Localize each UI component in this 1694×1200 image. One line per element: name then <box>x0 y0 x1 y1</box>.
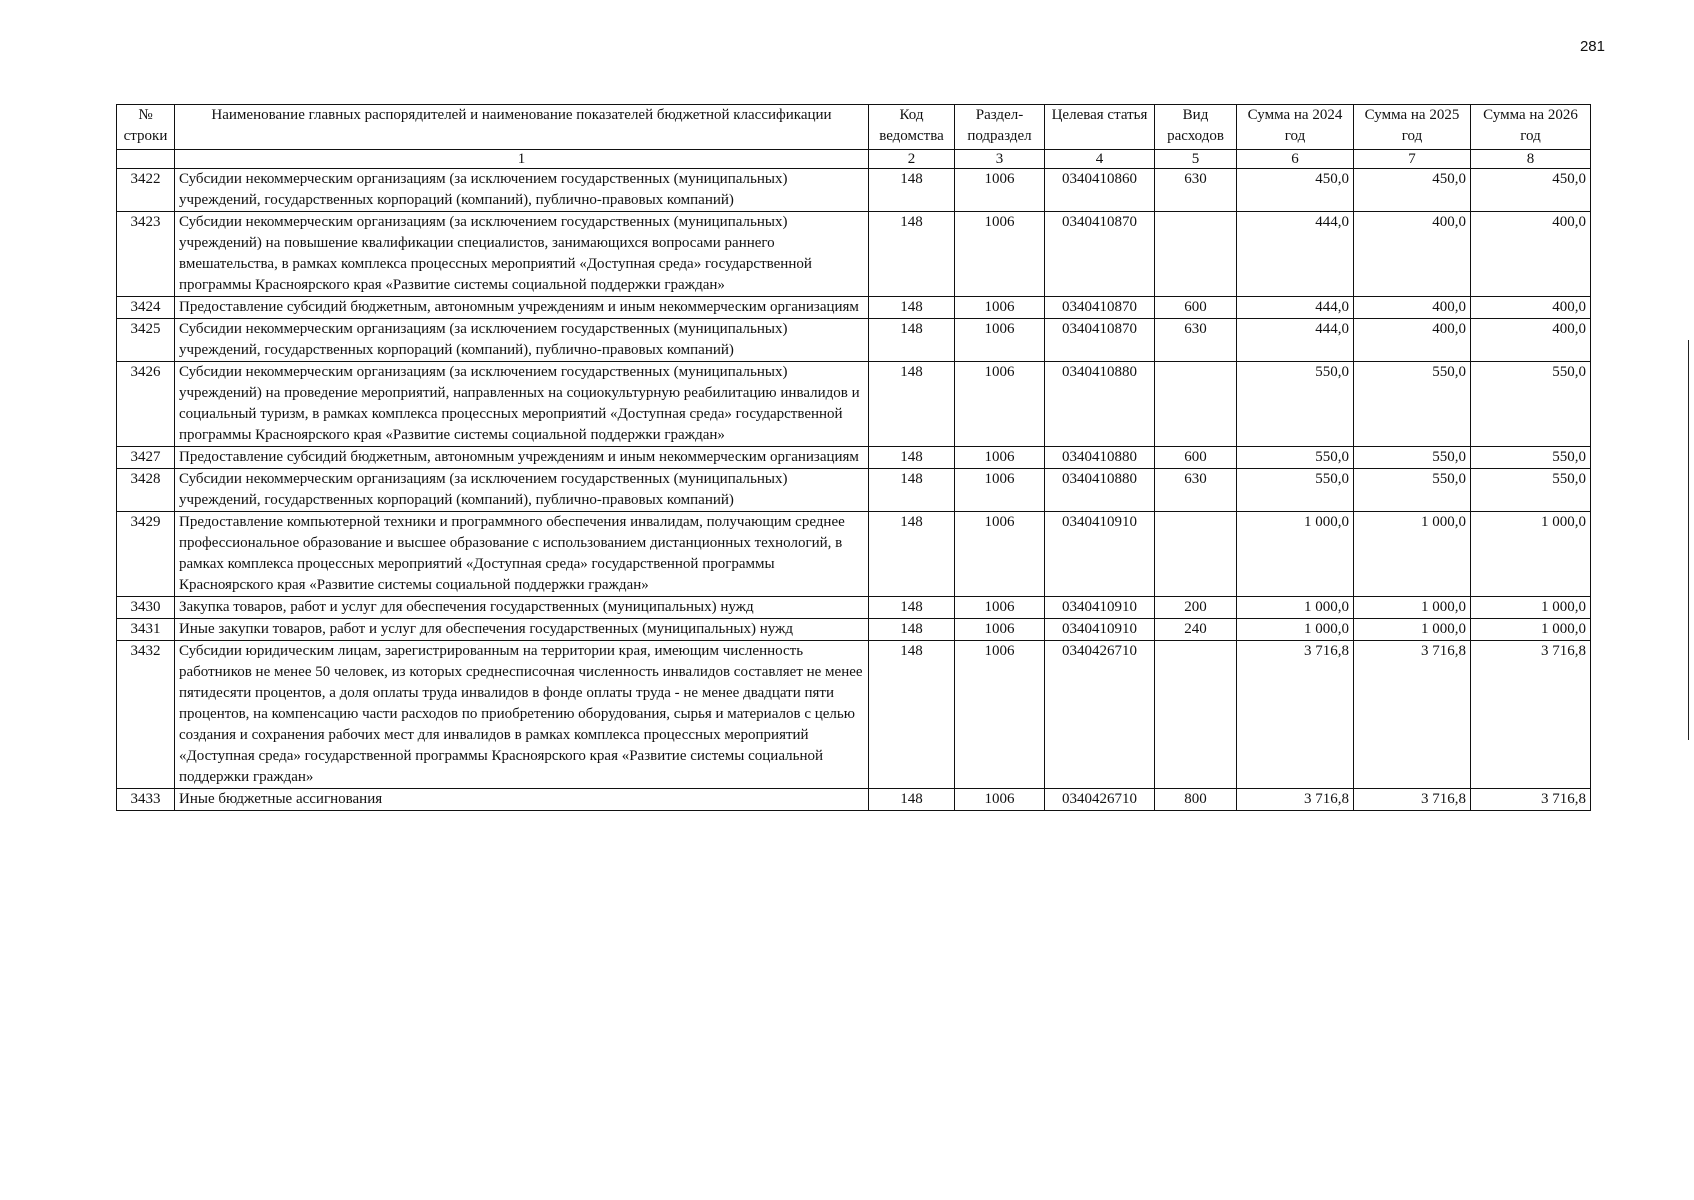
row-name-cell: Закупка товаров, работ и услуг для обеспечения государственных (муниципальных) нужд <box>175 597 869 619</box>
department-code-cell: 148 <box>869 512 955 597</box>
expense-type-cell <box>1155 362 1237 447</box>
section-cell: 1006 <box>955 641 1045 789</box>
page-number: 281 <box>1579 38 1605 55</box>
expense-type-cell: 600 <box>1155 447 1237 469</box>
sum-2025-cell: 1 000,0 <box>1354 619 1471 641</box>
row-name-cell: Предоставление компьютерной техники и программного обеспечения инвалидам, получающим среднее профессиональное образование и высшее образование с использованием дистанционных технологий, в рамках комплекса процессных мероприятий «Доступная среда» государственной программы Красноярского края «Развитие системы социальной поддержки граждан» <box>175 512 869 597</box>
table-row <box>117 789 1591 811</box>
column-number: 5 <box>1155 150 1237 169</box>
sum-2026-cell: 400,0 <box>1471 212 1591 297</box>
target-article-cell: 0340410910 <box>1045 619 1155 641</box>
sum-2024-cell: 444,0 <box>1237 212 1354 297</box>
department-code-cell: 148 <box>869 319 955 362</box>
department-code-cell: 148 <box>869 212 955 297</box>
target-article-cell: 0340426710 <box>1045 789 1155 811</box>
column-number: 7 <box>1354 150 1471 169</box>
header-sum-2025: Сумма на 2025 год <box>1354 105 1471 150</box>
department-code-cell: 148 <box>869 169 955 212</box>
target-article-cell: 0340410880 <box>1045 469 1155 512</box>
table-row <box>117 597 1591 619</box>
sum-2026-cell: 3 716,8 <box>1471 789 1591 811</box>
row-name-cell: Иные закупки товаров, работ и услуг для обеспечения государственных (муниципальных) нужд <box>175 619 869 641</box>
row-number-cell: 3429 <box>117 512 175 597</box>
sum-2026-cell: 550,0 <box>1471 469 1591 512</box>
row-name-cell: Субсидии некоммерческим организациям (за исключением государственных (муниципальных) учреждений, государственных корпораций (компаний), публично-правовых компаний) <box>175 319 869 362</box>
sum-2024-cell: 3 716,8 <box>1237 789 1354 811</box>
row-number-cell: 3424 <box>117 297 175 319</box>
sum-2024-cell: 450,0 <box>1237 169 1354 212</box>
expense-type-cell: 630 <box>1155 169 1237 212</box>
sum-2026-cell: 1 000,0 <box>1471 619 1591 641</box>
row-number-cell: 3427 <box>117 447 175 469</box>
sum-2026-cell: 550,0 <box>1471 362 1591 447</box>
department-code-cell: 148 <box>869 641 955 789</box>
column-number: 3 <box>955 150 1045 169</box>
table-row <box>117 297 1591 319</box>
sum-2024-cell: 1 000,0 <box>1237 512 1354 597</box>
row-name-cell: Субсидии некоммерческим организациям (за исключением государственных (муниципальных) учреждений, государственных корпораций (компаний), публично-правовых компаний) <box>175 169 869 212</box>
department-code-cell: 148 <box>869 297 955 319</box>
sum-2025-cell: 1 000,0 <box>1354 512 1471 597</box>
sum-2024-cell: 444,0 <box>1237 297 1354 319</box>
sum-2025-cell: 1 000,0 <box>1354 597 1471 619</box>
row-number-cell: 3432 <box>117 641 175 789</box>
header-name: Наименование главных распорядителей и наименование показателей бюджетной классификации <box>175 105 869 150</box>
header-department-code: Код ведомства <box>869 105 955 150</box>
sum-2026-cell: 3 716,8 <box>1471 641 1591 789</box>
table-row <box>117 362 1591 447</box>
department-code-cell: 148 <box>869 362 955 447</box>
sum-2026-cell: 1 000,0 <box>1471 512 1591 597</box>
header-row-number: № строки <box>117 105 175 150</box>
column-number: 1 <box>175 150 869 169</box>
column-number: 8 <box>1471 150 1591 169</box>
header-target-article: Целевая статья <box>1045 105 1155 150</box>
target-article-cell: 0340410860 <box>1045 169 1155 212</box>
budget-table <box>116 104 1591 811</box>
header-section: Раздел-подраздел <box>955 105 1045 150</box>
department-code-cell: 148 <box>869 597 955 619</box>
row-number-cell: 3431 <box>117 619 175 641</box>
table-row <box>117 512 1591 597</box>
scan-margin-line <box>1688 340 1689 740</box>
section-cell: 1006 <box>955 512 1045 597</box>
row-name-cell: Субсидии юридическим лицам, зарегистрированным на территории края, имеющим численность работников не менее 50 человек, из которых среднесписочная численность инвалидов составляет не менее пятидесяти процентов, а доля оплаты труда инвалидов в фонде оплаты труда - не менее двадцати пяти процентов, на компенсацию части расходов по приобретению оборудования, сырья и материалов с целью создания и сохранения рабочих мест для инвалидов в рамках комплекса процессных мероприятий «Доступная среда» государственной программы Красноярского края «Развитие системы социальной поддержки граждан» <box>175 641 869 789</box>
row-number-cell: 3426 <box>117 362 175 447</box>
sum-2024-cell: 550,0 <box>1237 447 1354 469</box>
target-article-cell: 0340410910 <box>1045 597 1155 619</box>
sum-2025-cell: 400,0 <box>1354 212 1471 297</box>
sum-2024-cell: 550,0 <box>1237 469 1354 512</box>
expense-type-cell: 240 <box>1155 619 1237 641</box>
row-number-cell: 3428 <box>117 469 175 512</box>
expense-type-cell: 600 <box>1155 297 1237 319</box>
sum-2025-cell: 450,0 <box>1354 169 1471 212</box>
section-cell: 1006 <box>955 597 1045 619</box>
sum-2024-cell: 1 000,0 <box>1237 597 1354 619</box>
column-number <box>117 150 175 169</box>
header-row <box>117 105 1591 150</box>
expense-type-cell: 200 <box>1155 597 1237 619</box>
table-row <box>117 447 1591 469</box>
section-cell: 1006 <box>955 362 1045 447</box>
column-number: 6 <box>1237 150 1354 169</box>
department-code-cell: 148 <box>869 789 955 811</box>
row-name-cell: Предоставление субсидий бюджетным, автономным учреждениям и иным некоммерческим организациям <box>175 447 869 469</box>
sum-2025-cell: 3 716,8 <box>1354 641 1471 789</box>
expense-type-cell <box>1155 512 1237 597</box>
section-cell: 1006 <box>955 319 1045 362</box>
row-name-cell: Иные бюджетные ассигнования <box>175 789 869 811</box>
row-number-cell: 3430 <box>117 597 175 619</box>
expense-type-cell: 800 <box>1155 789 1237 811</box>
target-article-cell: 0340410880 <box>1045 362 1155 447</box>
header-sum-2024: Сумма на 2024 год <box>1237 105 1354 150</box>
sum-2025-cell: 550,0 <box>1354 447 1471 469</box>
department-code-cell: 148 <box>869 469 955 512</box>
table-row <box>117 212 1591 297</box>
sum-2025-cell: 550,0 <box>1354 469 1471 512</box>
row-name-cell: Субсидии некоммерческим организациям (за исключением государственных (муниципальных) учреждений) на повышение квалификации специалистов, занимающихся вопросами раннего вмешательства, в рамках комплекса процессных мероприятий «Доступная среда» государственной программы Красноярского края «Развитие системы социальной поддержки граждан» <box>175 212 869 297</box>
expense-type-cell: 630 <box>1155 469 1237 512</box>
expense-type-cell <box>1155 641 1237 789</box>
sum-2026-cell: 1 000,0 <box>1471 597 1591 619</box>
table-row <box>117 469 1591 512</box>
section-cell: 1006 <box>955 212 1045 297</box>
sum-2024-cell: 444,0 <box>1237 319 1354 362</box>
target-article-cell: 0340410880 <box>1045 447 1155 469</box>
column-number-row <box>117 150 1591 169</box>
department-code-cell: 148 <box>869 619 955 641</box>
target-article-cell: 0340410870 <box>1045 297 1155 319</box>
row-number-cell: 3423 <box>117 212 175 297</box>
header-expense-type: Вид расходов <box>1155 105 1237 150</box>
expense-type-cell: 630 <box>1155 319 1237 362</box>
header-sum-2026: Сумма на 2026 год <box>1471 105 1591 150</box>
row-name-cell: Субсидии некоммерческим организациям (за исключением государственных (муниципальных) учреждений, государственных корпораций (компаний), публично-правовых компаний) <box>175 469 869 512</box>
sum-2026-cell: 400,0 <box>1471 319 1591 362</box>
sum-2026-cell: 400,0 <box>1471 297 1591 319</box>
table-row <box>117 319 1591 362</box>
row-number-cell: 3425 <box>117 319 175 362</box>
section-cell: 1006 <box>955 169 1045 212</box>
section-cell: 1006 <box>955 469 1045 512</box>
section-cell: 1006 <box>955 789 1045 811</box>
row-number-cell: 3433 <box>117 789 175 811</box>
sum-2025-cell: 3 716,8 <box>1354 789 1471 811</box>
table-row <box>117 169 1591 212</box>
target-article-cell: 0340410910 <box>1045 512 1155 597</box>
table-row <box>117 641 1591 789</box>
sum-2025-cell: 400,0 <box>1354 319 1471 362</box>
sum-2026-cell: 550,0 <box>1471 447 1591 469</box>
sum-2026-cell: 450,0 <box>1471 169 1591 212</box>
sum-2025-cell: 400,0 <box>1354 297 1471 319</box>
section-cell: 1006 <box>955 297 1045 319</box>
target-article-cell: 0340410870 <box>1045 319 1155 362</box>
column-number: 4 <box>1045 150 1155 169</box>
section-cell: 1006 <box>955 619 1045 641</box>
expense-type-cell <box>1155 212 1237 297</box>
sum-2024-cell: 1 000,0 <box>1237 619 1354 641</box>
sum-2024-cell: 550,0 <box>1237 362 1354 447</box>
row-number-cell: 3422 <box>117 169 175 212</box>
section-cell: 1006 <box>955 447 1045 469</box>
row-name-cell: Предоставление субсидий бюджетным, автономным учреждениям и иным некоммерческим организациям <box>175 297 869 319</box>
sum-2024-cell: 3 716,8 <box>1237 641 1354 789</box>
department-code-cell: 148 <box>869 447 955 469</box>
row-name-cell: Субсидии некоммерческим организациям (за исключением государственных (муниципальных) учреждений) на проведение мероприятий, направленных на социокультурную реабилитацию инвалидов и социальный туризм, в рамках комплекса процессных мероприятий «Доступная среда» государственной программы Красноярского края «Развитие системы социальной поддержки граждан» <box>175 362 869 447</box>
table-row <box>117 619 1591 641</box>
target-article-cell: 0340410870 <box>1045 212 1155 297</box>
column-number: 2 <box>869 150 955 169</box>
sum-2025-cell: 550,0 <box>1354 362 1471 447</box>
target-article-cell: 0340426710 <box>1045 641 1155 789</box>
